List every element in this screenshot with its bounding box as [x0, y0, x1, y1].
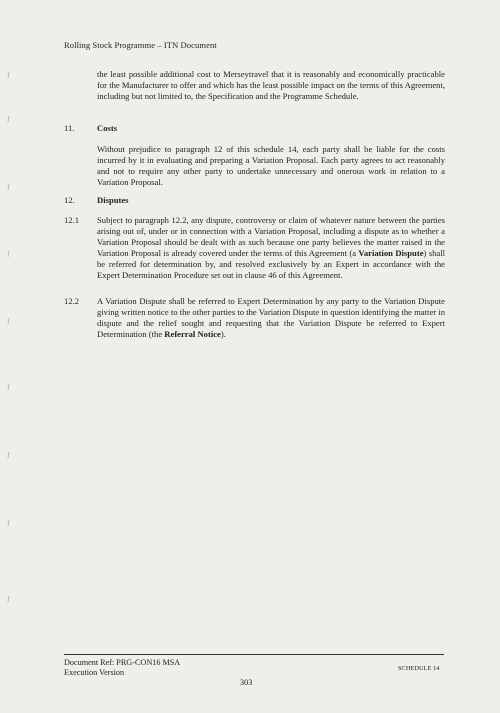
- running-header: Rolling Stock Programme – ITN Document: [64, 40, 217, 50]
- defined-term-variation-dispute: Variation Dispute: [358, 248, 424, 258]
- clause-12-1-text-after: ) shall be referred for determination by, and resolved exclusively by an Expert in accordance with the Expert Determination Procedure set out in clause 46 of this Agreement.: [97, 248, 445, 280]
- page-number: 303: [240, 678, 253, 687]
- section-11-title: Costs: [97, 123, 118, 133]
- margin-mark: [7, 318, 11, 324]
- margin-mark: [7, 520, 11, 526]
- clause-12-1-text-before: Subject to paragraph 12.2, any dispute, controversy or claim of whatever nature between the parties arising out of, under or in connection with a Variation Proposal, including a dispute as to whether a Variation Proposal should be dealt with as such because one party believes the matter raised in the Variation Proposal is already covered under the terms of this Agreement (a: [97, 215, 445, 258]
- section-11-text: Without prejudice to paragraph 12 of this schedule 14, each party shall be liable for the costs incurred by it in evaluating and preparing a Variation Proposal. Each party agrees to act reasonably and not to require any other party to undertake unnecessary and onerous work in relation to a Variation Proposal.: [97, 144, 445, 187]
- section-12-title: Disputes: [97, 195, 129, 205]
- footer-divider: [64, 654, 444, 655]
- clause-12-1-number: 12.1: [64, 215, 80, 225]
- margin-mark: [7, 452, 11, 458]
- margin-mark: [7, 184, 11, 190]
- defined-term-referral-notice: Referral Notice: [164, 329, 221, 339]
- margin-mark: [7, 116, 11, 122]
- footer-schedule-label: SCHEDULE 14: [398, 665, 440, 672]
- margin-mark: [7, 72, 11, 78]
- clause-12-1-text: [97, 215, 445, 281]
- intro-paragraph: the least possible additional cost to Merseytravel that it is reasonably and economically practicable for the Manufacturer to offer and which has the least possible impact on the terms of this Agreement, including but not limited to, the Specification and the Programme Schedule.: [97, 69, 445, 101]
- margin-mark: [7, 384, 11, 390]
- margin-mark: [7, 596, 11, 602]
- section-11-number: 11.: [64, 123, 75, 133]
- clause-12-2-text: [97, 296, 445, 340]
- footer-version: Execution Version: [64, 668, 125, 677]
- footer-document-info: [64, 658, 180, 678]
- margin-mark: [7, 251, 11, 257]
- section-12-number: 12.: [64, 195, 75, 205]
- clause-12-2-number: 12.2: [64, 296, 80, 306]
- footer-document-ref: Document Ref: PRG-CON16 MSA: [64, 658, 181, 667]
- clause-12-2-text-before: A Variation Dispute shall be referred to Expert Determination by any party to the Variation Dispute giving written notice to the other parties to the Variation Dispute in question identifying the matter in dispute and the relief sought and requesting that the Variation Dispute be referred to Expert Determination (the: [97, 296, 445, 339]
- clause-12-2-text-after: ).: [220, 329, 226, 339]
